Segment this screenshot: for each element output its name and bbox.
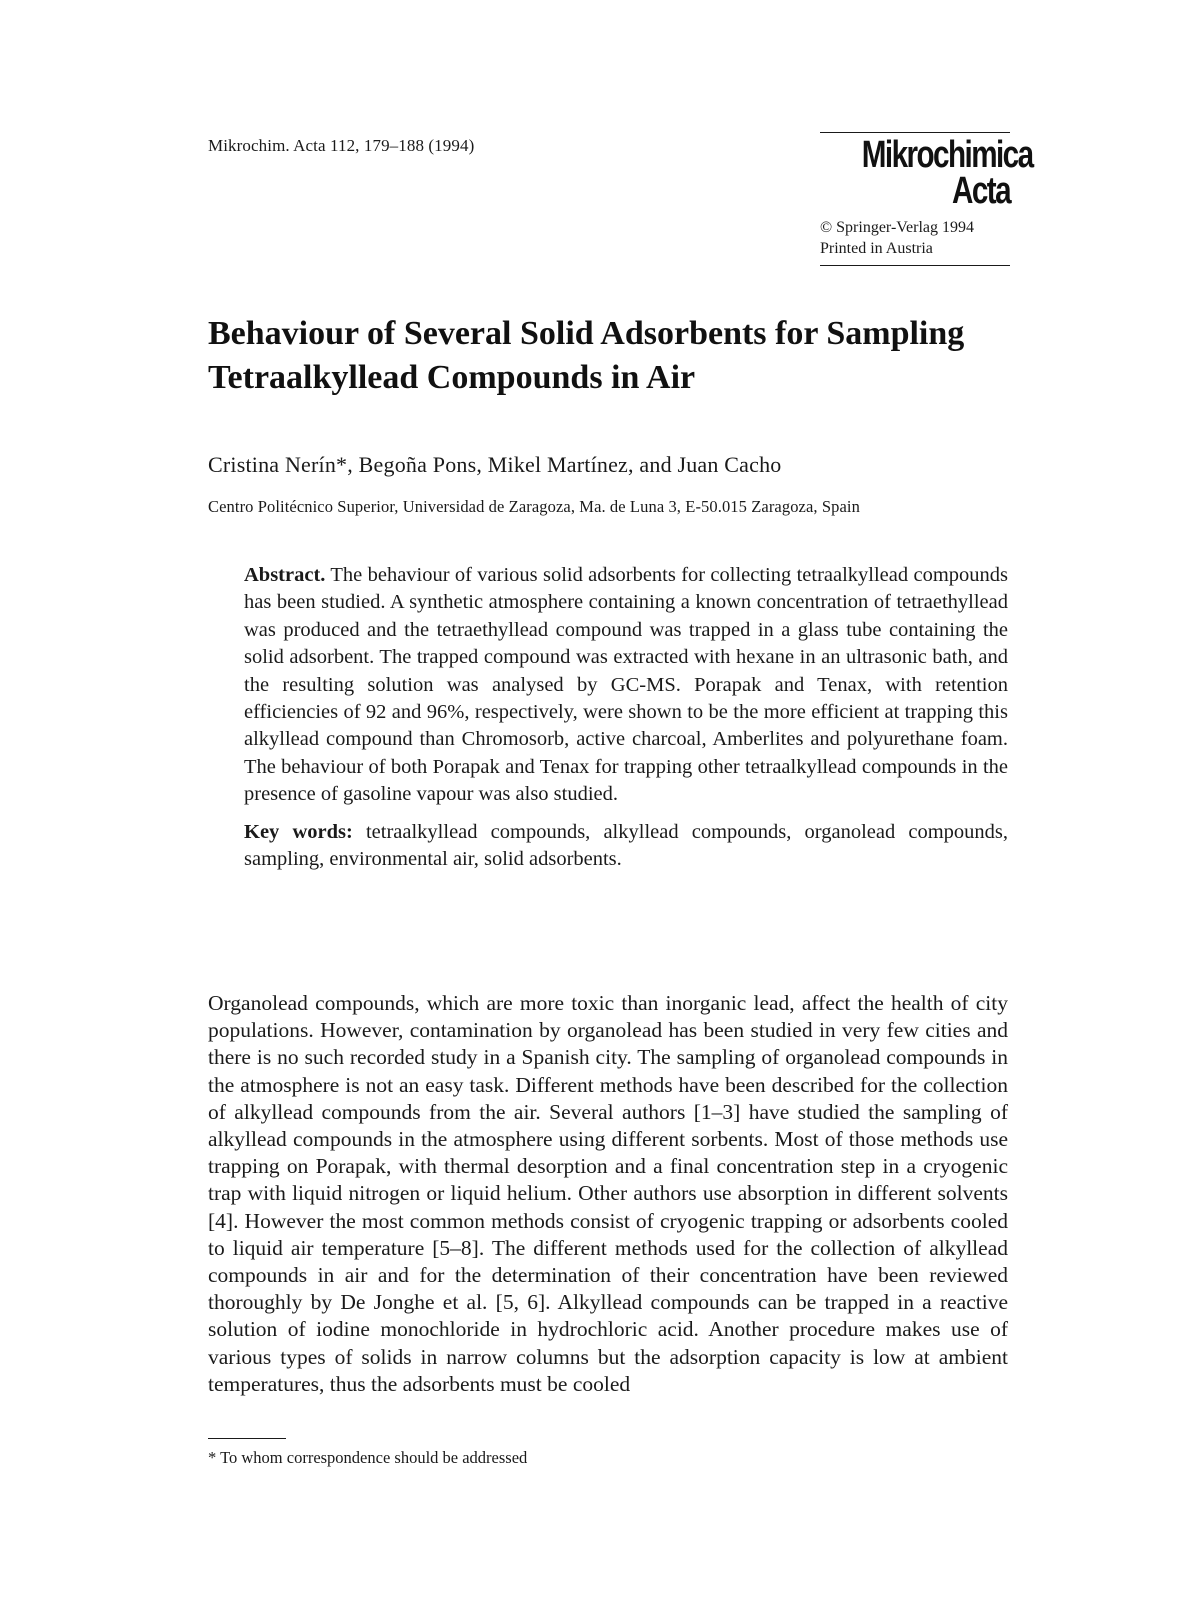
journal-citation: Mikrochim. Acta 112, 179–188 (1994) bbox=[208, 136, 475, 155]
copyright-line: © Springer-Verlag 1994 bbox=[820, 219, 975, 236]
keywords-text: tetraalkyllead compounds, alkyllead compounds, organolead compounds, sampling, environmental air, solid adsorbents. bbox=[244, 820, 1009, 871]
printed-line: Printed in Austria bbox=[820, 240, 933, 257]
article-affiliation: Centro Politécnico Superior, Universidad de Zaragoza, Ma. de Luna 3, E-50.015 Zaragoza, Spain bbox=[208, 497, 860, 516]
article-authors: Cristina Nerín*, Begoña Pons, Mikel Martínez, and Juan Cacho bbox=[208, 452, 782, 477]
journal-logo-subname: Acta bbox=[951, 170, 1010, 212]
article-title: Behaviour of Several Solid Adsorbents for Sampling Tetraalkyllead Compounds in Air bbox=[208, 315, 965, 396]
journal-logo-name: Mikrochimica bbox=[861, 134, 1033, 176]
footnote-divider bbox=[208, 1438, 286, 1439]
footnote: * To whom correspondence should be addressed bbox=[208, 1448, 528, 1467]
body-paragraph: Organolead compounds, which are more toxic than inorganic lead, affect the health of city populations. However, contamination by organolead has been studied in very few cities and there is no such recorded study in a Spanish city. The sampling of organolead compounds in the atmosphere is not an easy task. Different methods have been described for the collection of alkyllead compounds from the air. Several authors [1–3] have studied the sampling of alkyllead compounds in the atmosphere using different sorbents. Most of those methods use trapping on Porapak, with thermal desorption and a final concentration step in a cryogenic trap with liquid nitrogen or liquid helium. Other authors use absorption in different solvents [4]. However the most common methods consist of cryogenic trapping or adsorbents cooled to liquid air temperature [5–8]. The different methods used for the collection of alkyllead compounds in air and for the determination of their concentration have been reviewed thoroughly by De Jonghe et al. [5, 6]. Alkyllead compounds can be trapped in a reactive solution of iodine monochloride in hydrochloric acid. Another procedure makes use of various types of solids in narrow columns but the adsorption capacity is low at ambient temperatures, thus the adsorbents must be cooled bbox=[208, 991, 1008, 1396]
abstract-section bbox=[244, 562, 1008, 873]
keywords-paragraph bbox=[244, 819, 1008, 874]
abstract-label: Abstract. bbox=[244, 564, 326, 586]
abstract-paragraph bbox=[244, 562, 1008, 809]
abstract-text: The behaviour of various solid adsorbents for collecting tetraalkyllead compounds has been studied. A synthetic atmosphere containing a known concentration of tetraethyllead was produced and the tetraethyllead compound was trapped in a glass tube containing the solid adsorbent. The trapped compound was extracted with hexane in an ultrasonic bath, and the resulting solution was analysed by GC-MS. Porapak and Tenax, with retention efficiencies of 92 and 96%, respectively, were shown to be the more efficient at trapping this alkyllead compound than Chromosorb, active charcoal, Amberlites and polyurethane foam. The behaviour of both Porapak and Tenax for trapping other tetraalkyllead compounds in the presence of gasoline vapour was also studied. bbox=[244, 564, 1008, 806]
keywords-label: Key words: bbox=[244, 820, 353, 843]
journal-meta bbox=[820, 217, 1010, 259]
journal-masthead bbox=[820, 132, 1033, 266]
